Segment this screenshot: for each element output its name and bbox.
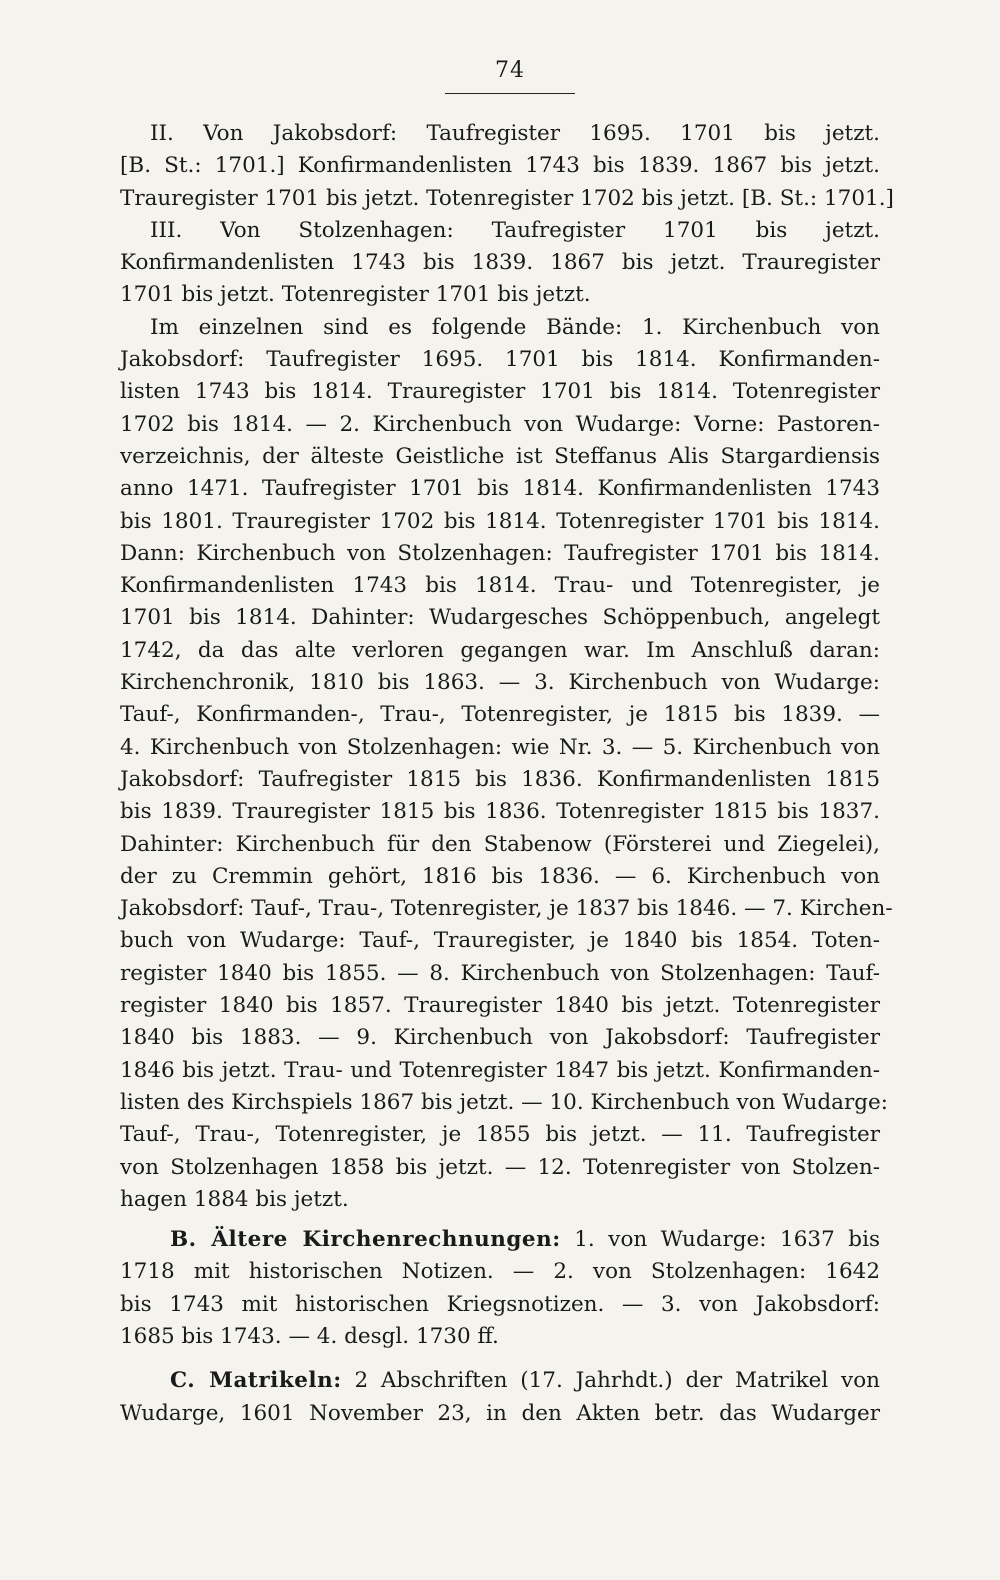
text-line: 4. Kirchenbuch von Stolzenhagen: wie Nr. 3. — 5. Kirchenbuch von — [120, 734, 880, 760]
text-line: Jakobsdorf: Tauf-, Trau-, Totenregister, je 1837 bis 1846. — 7. Kirchen- — [120, 896, 893, 922]
section-b-first-text: 1. von Wudarge: 1637 bis — [574, 1227, 880, 1253]
text-line: 1846 bis jetzt. Trau- und Totenregister 1847 bis jetzt. Konfirmanden- — [120, 1057, 880, 1083]
text-line: 1701 bis jetzt. Totenregister 1701 bis jetzt. — [120, 282, 591, 308]
text-line: 1840 bis 1883. — 9. Kirchenbuch von Jakobsdorf: Taufregister — [120, 1025, 880, 1051]
text-line: 1718 mit historischen Notizen. — 2. von Stolzenhagen: 1642 — [120, 1259, 880, 1285]
text-line: hagen 1884 bis jetzt. — [120, 1186, 349, 1212]
text-line: Dann: Kirchenbuch von Stolzenhagen: Taufregister 1701 bis 1814. — [120, 540, 880, 566]
text-line: 1702 bis 1814. — 2. Kirchenbuch von Wudarge: Vorne: Pastoren- — [120, 411, 880, 437]
section-b-first-line — [120, 1224, 880, 1256]
text-line: listen 1743 bis 1814. Trauregister 1701 bis 1814. Totenregister — [120, 379, 880, 405]
text-line: Jakobsdorf: Taufregister 1815 bis 1836. Konfirmandenlisten 1815 — [120, 766, 880, 792]
text-line: buch von Wudarge: Tauf-, Trauregister, je 1840 bis 1854. Toten- — [120, 928, 880, 954]
text-line: III. Von Stolzenhagen: Taufregister 1701 bis jetzt. — [150, 217, 880, 243]
section-c-first-line — [120, 1365, 880, 1397]
page-number-rule — [445, 93, 575, 94]
text-line: 1685 bis 1743. — 4. desgl. 1730 ff. — [120, 1323, 499, 1349]
text-line: bis 1743 mit historischen Kriegsnotizen. — 3. von Jakobsdorf: — [120, 1291, 880, 1317]
text-line: von Stolzenhagen 1858 bis jetzt. — 12. Totenregister von Stolzen- — [120, 1154, 880, 1180]
text-line: Tauf-, Trau-, Totenregister, je 1855 bis jetzt. — 11. Taufregister — [120, 1122, 880, 1148]
text-line: 1701 bis 1814. Dahinter: Wudargesches Schöppenbuch, angelegt — [120, 605, 880, 631]
document-body — [120, 118, 894, 1430]
section-c-heading: C. Matrikeln: — [170, 1368, 342, 1394]
text-line: register 1840 bis 1855. — 8. Kirchenbuch von Stolzenhagen: Tauf- — [120, 960, 880, 986]
text-line: Konfirmandenlisten 1743 bis 1839. 1867 bis jetzt. Trauregister — [120, 250, 880, 276]
section-c-first-text: 2 Abschriften (17. Jahrhdt.) der Matrikel von — [354, 1368, 880, 1394]
text-line: Konfirmandenlisten 1743 bis 1814. Trau- und Totenregister, je — [120, 573, 880, 599]
text-line: 1742, da das alte verloren gegangen war. Im Anschluß daran: — [120, 637, 880, 663]
text-line: anno 1471. Taufregister 1701 bis 1814. Konfirmandenlisten 1743 — [120, 476, 880, 502]
text-line: bis 1801. Trauregister 1702 bis 1814. Totenregister 1701 bis 1814. — [120, 508, 880, 534]
text-line: Kirchenchronik, 1810 bis 1863. — 3. Kirchenbuch von Wudarge: — [120, 670, 880, 696]
text-line: Jakobsdorf: Taufregister 1695. 1701 bis 1814. Konfirmanden- — [120, 347, 880, 373]
text-line: register 1840 bis 1857. Trauregister 1840 bis jetzt. Totenregister — [120, 993, 880, 1019]
text-line: [B. St.: 1701.] Konfirmandenlisten 1743 bis 1839. 1867 bis jetzt. — [120, 153, 880, 179]
text-line: Wudarge, 1601 November 23, in den Akten betr. das Wudarger — [120, 1400, 880, 1426]
text-line: Trauregister 1701 bis jetzt. Totenregister 1702 bis jetzt. [B. St.: 1701.] — [120, 185, 894, 211]
text-line: Im einzelnen sind es folgende Bände: 1. Kirchenbuch von — [150, 314, 880, 340]
text-line: Dahinter: Kirchenbuch für den Stabenow (Försterei und Ziegelei), — [120, 831, 880, 857]
text-line: verzeichnis, der älteste Geistliche ist Steffanus Alis Stargardiensis — [120, 443, 880, 469]
text-line: II. Von Jakobsdorf: Taufregister 1695. 1701 bis jetzt. — [150, 121, 880, 146]
page-number: 74 — [495, 58, 525, 83]
text-line: bis 1839. Trauregister 1815 bis 1836. Totenregister 1815 bis 1837. — [120, 799, 880, 825]
text-line: listen des Kirchspiels 1867 bis jetzt. — 10. Kirchenbuch von Wudarge: — [120, 1089, 888, 1115]
section-b-heading: B. Ältere Kirchenrechnungen: — [170, 1227, 561, 1253]
text-line: der zu Cremmin gehört, 1816 bis 1836. — 6. Kirchenbuch von — [120, 863, 880, 889]
text-line: Tauf-, Konfirmanden-, Trau-, Totenregister, je 1815 bis 1839. — — [120, 702, 880, 728]
